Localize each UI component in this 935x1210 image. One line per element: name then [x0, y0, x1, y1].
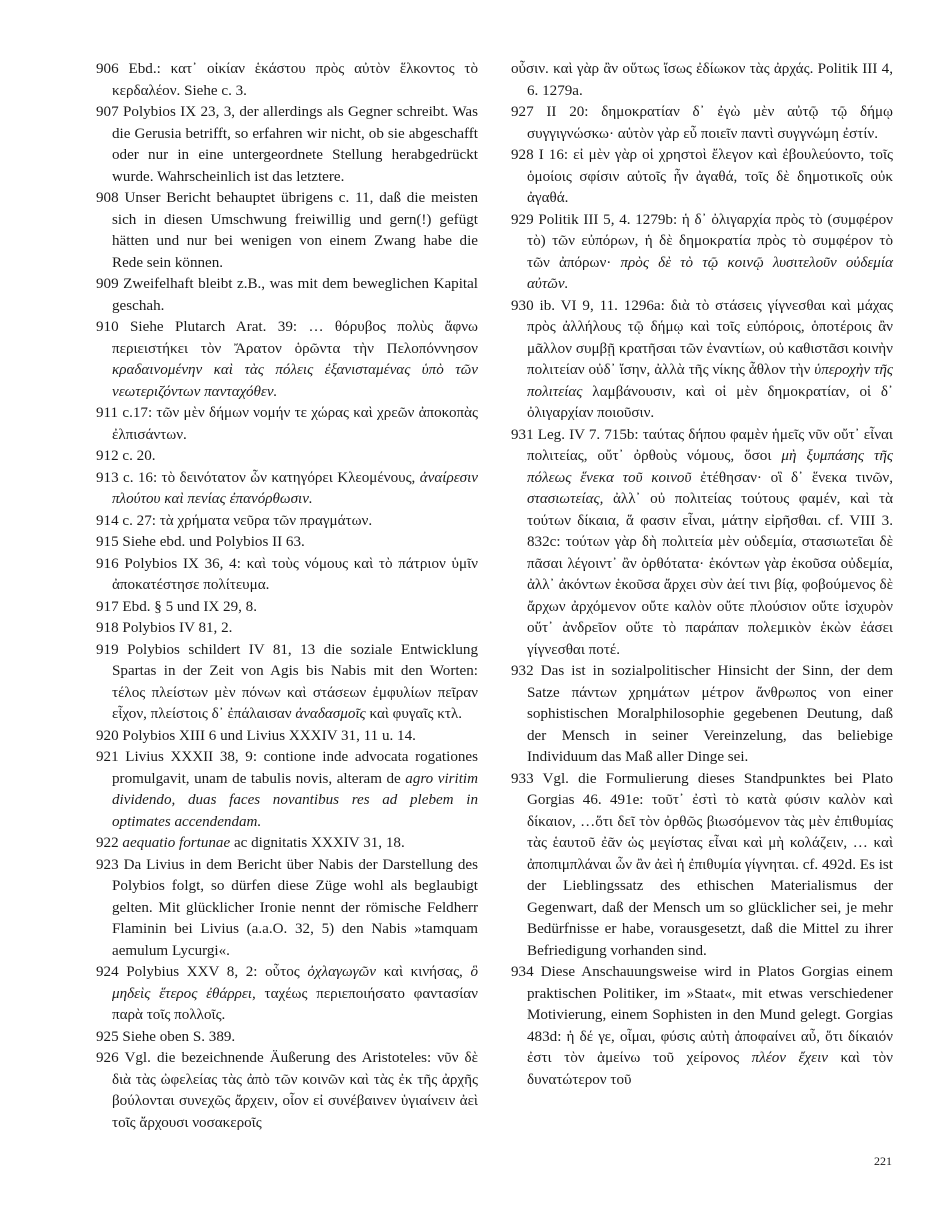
footnote: [96, 188, 478, 274]
footnote-number: 923: [96, 856, 119, 873]
footnote: [511, 425, 893, 662]
note-text: Siehe Plutarch Arat. 39: … θόρυβος πολὺς ἄφνω περιειστήκει τὸν Ἄρατον ὁρῶντα τὴν Πελοπόννησον: [112, 319, 478, 357]
footnote: [96, 274, 478, 317]
footnote-number: 928: [511, 147, 534, 163]
note-text: ac dignitatis XXXIV 31, 18.: [233, 835, 405, 851]
note-text: καὶ φυγαῖς κτλ.: [369, 706, 463, 722]
note-text: Vgl. die bezeichnende Äußerung des Aristoteles: νῦν δὲ διὰ τὰς ὠφελείας τὰς ἀπὸ τῶν κοινῶν καὶ τὰς ἐκ τῆς ἀρχῆς βούλονται συνεχῶς ἄρχειν, οἷον εἰ συνέβαινεν ὑγιαίνειν ἀεὶ τοῖς ἄρχουσι νοσακεροῖς: [112, 1050, 478, 1131]
note-text: Unser Bericht behauptet übrigens c. 11, daß die meisten sich in diesen Umschwung freiwillig und gern(!) gefügt hätten und nur bei wenigen von einem Zwang habe die Rede sein können.: [112, 190, 478, 271]
note-text: ib. VI 9, 11. 1296a: διὰ τὸ στάσεις γίγνεσθαι καὶ μάχας πρὸς ἀλλήλους τῷ δήμῳ καὶ τοῖς εὐπόροις, ὁποτέροις ἂν μᾶλλον συμβῇ κρατῆσαι τῶν ἐναντίων, οὐ καθιστᾶσι κοινὴν πολιτείαν οὐδ᾽ ἴσην, ἀλλὰ τῆς νίκης ἆθλον τὴν: [527, 297, 893, 378]
note-italic-text: πλέον ἔχειν: [751, 1050, 828, 1066]
footnote-number: 907: [96, 104, 119, 120]
note-text: c. 16: τὸ δεινότατον ὧν κατηγόρει Κλεομένους,: [123, 469, 416, 486]
note-text: καὶ τὸν δυνατώτερον τοῦ: [527, 1050, 893, 1088]
footnote-number: 932: [511, 663, 534, 679]
footnote-number: 933: [511, 770, 534, 787]
note-text: ἐτέθησαν· οἳ δ᾽ ἕνεκα τινῶν,: [700, 469, 893, 486]
footnote: [511, 210, 893, 296]
footnote-number: 917: [96, 598, 119, 615]
footnote-number: 908: [96, 190, 119, 206]
footnote-number: 906: [96, 61, 119, 77]
footnote-number: 921: [96, 749, 119, 765]
footnote-number: 919: [96, 641, 119, 658]
footnote-number: 911: [96, 405, 119, 421]
footnote: [96, 511, 478, 533]
footnote-number: 909: [96, 276, 119, 292]
note-text: Polybios IX 36, 4: καὶ τοὺς νόμους καὶ τὸ πάτριον ὑμῖν ἀποκατέστησε πολίτευμα.: [112, 555, 478, 593]
note-italic-text: agro viritim dividendo, duas faces novantibus res ad plebem in optimates accendendam.: [112, 770, 478, 830]
note-italic-text: ὀχλαγωγῶν: [307, 964, 376, 980]
note-text: Politik III 5, 4. 1279b: ἡ δ᾽ ὀλιγαρχία πρὸς τὸ (συμφέρον τὸ) τῶν εὐπόρων, ἡ δὲ δημοκρατία πρὸς τὸ συμφέρον τὸ τῶν ἀπόρων·: [527, 211, 894, 271]
note-text: II 20: δημοκρατίαν δ᾽ ἐγὼ μὲν αὐτῷ τῷ δήμῳ συγγιγνώσκω· αὑτὸν γὰρ εὖ ποιεῖν παντὶ συγγνώμη ἐστίν.: [527, 104, 893, 142]
left-footnote-column: [96, 59, 478, 1134]
footnote-number: 920: [96, 727, 119, 744]
right-footnote-column: [511, 59, 893, 1091]
footnote: [96, 403, 478, 446]
note-italic-text: μὴ ξυμπάσης τῆς πόλεως ἕνεκα τοῦ κοινοῦ: [527, 448, 893, 486]
note-text: καὶ κινήσας,: [383, 964, 463, 980]
footnote: [511, 296, 893, 425]
footnote: [96, 102, 478, 188]
note-text: c.17: τῶν μὲν δήμων νομήν τε χώρας καὶ χρεῶν ἀποκοπὰς ἐλπισάντων.: [112, 405, 478, 443]
note-italic-text: aequatio fortunae: [122, 835, 231, 851]
footnote-number: 922: [96, 835, 119, 851]
note-text: οὖσιν. καὶ γὰρ ἂν οὕτως ἴσως ἐδίωκον τὰς ἀρχάς. Politik III 4, 6. 1279a.: [511, 61, 893, 99]
footnote: [96, 446, 478, 468]
note-text: Das ist in sozialpolitischer Hinsicht der Sinn, der dem Satze πάντων χρημάτων μέτρον ἄνθρωπος von einer sophistischen Moralphilosophie gegebenen Deutung, daß der Mensch in seiner Vereinzelung, das beliebige Individuum das Maß aller Dinge sei.: [527, 663, 893, 765]
footnote-number: 927: [511, 104, 534, 120]
footnote: [96, 554, 478, 597]
note-text: c. 20.: [122, 448, 156, 464]
note-text: Zweifelhaft bleibt z.B., was mit dem beweglichen Kapital geschah.: [112, 276, 478, 314]
note-italic-text: ἀναίρεσιν πλούτου καὶ πενίας ἐπανόρθωσιν.: [112, 469, 479, 507]
note-italic-text: ὑπεροχὴν τῆς πολιτείας: [527, 362, 894, 400]
footnote: [96, 468, 478, 511]
footnote-number: 926: [96, 1050, 119, 1066]
note-text: Vgl. die Formulierung dieses Standpunktes bei Plato Gorgias 46. 491e: τοῦτ᾽ ἐστὶ τὸ κατὰ φύσιν καλὸν καὶ δίκαιον, …ὅτι δεῖ τὸν ὀρθῶς βιωσόμενον τὰς μὲν ἐπιθυμίας τὰς ἑαυτοῦ ἐᾶν ὡς μεγίστας εἶναι καὶ μὴ κολάζειν, … καὶ ἀποπιμπλάναι ὧν ἂν ἀεὶ ἡ ἐπιθυμία γίγνηται. cf. 492d. Es ist der Lieblingssatz des ethischen Materialismus der Gegenwart, daß der Mensch um so glücklicher sei, je mehr Bedürfnisse er habe, vorausgesetzt, daß die Mittel zu ihrer Befriedigung vorhanden sind.: [527, 770, 893, 959]
note-text: Leg. IV 7. 715b: ταύτας δήπου φαμὲν ἡμεῖς νῦν οὔτ᾽ εἶναι πολιτείας, οὔτ᾽ ὀρθοὺς νόμους, ὅσοι: [527, 426, 893, 464]
footnote: [511, 661, 893, 769]
note-text: Siehe oben S. 389.: [122, 1028, 236, 1045]
note-text: ταχέως περιεποιήσατο φαντασίαν παρὰ τοῖς πολλοῖς.: [112, 985, 478, 1023]
footnote: [511, 769, 893, 963]
note-text: λαμβάνουσιν, καὶ οἱ μὲν δημοκρατίαν, οἱ δ᾽ ὀλιγαρχίαν ποιοῦσιν.: [527, 383, 893, 421]
footnote: [96, 618, 478, 640]
note-text: Ebd.: κατ᾽ οἰκίαν ἑκάστου πρὸς αὐτὸν ἕλκοντος τὸ κερδαλέον. Siehe c. 3.: [112, 61, 479, 99]
footnote: [96, 855, 478, 963]
note-text: Polybios schildert IV 81, 13 die soziale Entwicklung Spartas in der Zeit von Agis bis Nabis mit den Worten: τέλος πλείστων μὲν πόνων καὶ στάσεων ἐμφυλίων πεῖραν εἶχον, πλείστοις δ᾽ ἐπάλαισαν: [112, 641, 478, 722]
footnote-number: 924: [96, 964, 119, 980]
note-text: c. 27: τὰ χρήματα νεῦρα τῶν πραγμάτων.: [122, 512, 373, 529]
note-italic-text: στασιωτείας,: [527, 491, 604, 507]
footnote: [96, 1048, 478, 1134]
note-text: Ebd. § 5 und IX 29, 8.: [122, 598, 257, 615]
footnote: [96, 597, 478, 619]
note-text: Diese Anschauungsweise wird in Platos Gorgias einem praktischen Politiker, im »Staat«, mit etwas verschiedener Motivierung, einem Sophisten in den Mund gelegt. Gorgias 483d: ἡ δέ γε, οἶμαι, φύσις αὐτὴ ἀποφαίνει αὖ, ὅτι δίκαιόν ἐστι τὸν ἀμείνω τοῦ χείρονος: [527, 964, 893, 1066]
footnote-number: 925: [96, 1028, 119, 1045]
footnote: [96, 747, 478, 833]
footnote: [96, 640, 478, 726]
footnote-number: 914: [96, 512, 119, 529]
footnote-number: 910: [96, 319, 119, 335]
footnote: [96, 317, 478, 403]
footnote: [96, 1027, 478, 1049]
footnote-number: 930: [511, 297, 534, 314]
footnote-number: 934: [511, 964, 534, 980]
note-italic-text: ὃ μηδεὶς ἕτερος ἐθάρρει,: [112, 964, 479, 1002]
note-text: Siehe ebd. und Polybios II 63.: [122, 534, 305, 550]
note-text: Polybios IX 23, 3, der allerdings als Gegner schreibt. Was die Gerusia betrifft, so erfahren wir nicht, ob sie abgeschafft oder nur in eine untergeordnete Stellung herabgedrückt wurde. Wahrscheinlich ist das letztere.: [112, 104, 478, 185]
note-italic-text: ἀναδασμοῖς: [295, 706, 366, 722]
footnote-number: 916: [96, 555, 119, 572]
footnote-number: 918: [96, 620, 119, 636]
note-text: Polybios IV 81, 2.: [122, 620, 233, 636]
footnote: [511, 59, 893, 102]
footnote: [511, 962, 893, 1091]
footnote-number: 929: [511, 211, 534, 228]
footnote-number: 912: [96, 448, 119, 464]
note-italic-text: κραδαινομένην καὶ τὰς πόλεις ἐξανισταμένας ὑπὸ τῶν νεωτεριζόντων πανταχόθεν.: [112, 362, 478, 400]
footnote: [96, 962, 478, 1027]
footnote: [96, 59, 478, 102]
footnote-number: 915: [96, 534, 119, 550]
note-text: Polybius XXV 8, 2: οὗτος: [126, 964, 300, 980]
footnote: [511, 145, 893, 210]
note-text: I 16: εἰ μὲν γὰρ οἱ χρηστοὶ ἔλεγον καὶ ἐβουλεύοντο, τοῖς ὁμοίοις σφίσιν αὐτοῖς ἦν ἀγαθά, τοῖς δὲ δημοτικοῖς οὐκ ἀγαθά.: [527, 147, 893, 206]
note-text: Livius XXXII 38, 9: contione inde advocata rogationes promulgavit, unam de tabulis novis, alteram de: [112, 749, 478, 787]
footnote: [511, 102, 893, 145]
footnote: [96, 833, 478, 855]
footnote: [96, 532, 478, 554]
footnote-number: 913: [96, 469, 119, 486]
note-text: Polybios XIII 6 und Livius XXXIV 31, 11 u. 14.: [122, 727, 416, 744]
footnote-number: 931: [511, 426, 534, 443]
footnote: [96, 726, 478, 748]
page-number: 221: [874, 1154, 892, 1168]
note-text: Da Livius in dem Bericht über Nabis der Darstellung des Polybios folgt, so dürfen diese Züge wohl als beglaubigt gelten. Mit glücklicher Ironie nennt der römische Feldherr Flaminin bei Livius (a.a.O. 32, 5) den Nabis »tamquam aemulum Lycurgi«.: [112, 856, 478, 959]
note-text: ἀλλ᾽ οὐ πολιτείας τούτους φαμέν, καὶ τὰ τούτων δίκαια, ἅ φασιν εἶναι, μάτην εἰρῆσθαι. cf. VIII 3. 832c: τούτων γὰρ δὴ πολιτεία μὲν οὐδεμία, στασιωτεῖαι δὲ πᾶσαι λέγοιντ᾽ ἂν ὀρθότατα· ἑκόντων γὰρ ἑκοῦσα οὐδεμία, ἀλλ᾽ ἀκόντων ἑκοῦσα ἄρχει σὺν ἀεί τινι βίᾳ, φοβούμενος δὲ ἄρχων ἀρχόμενον οὔτε καλὸν οὔτε πλούσιον οὔτε ἰσχυρὸν οὔτ᾽ ἀνδρεῖον οὔτε τὸ παράπαν πολεμικὸν ἑκὼν ἐάσει γίγνεσθαι ποτέ.: [527, 491, 893, 658]
note-italic-text: πρὸς δὲ τὸ τῷ κοινῷ λυσιτελοῦν οὐδεμία αὐτῶν.: [527, 254, 893, 292]
